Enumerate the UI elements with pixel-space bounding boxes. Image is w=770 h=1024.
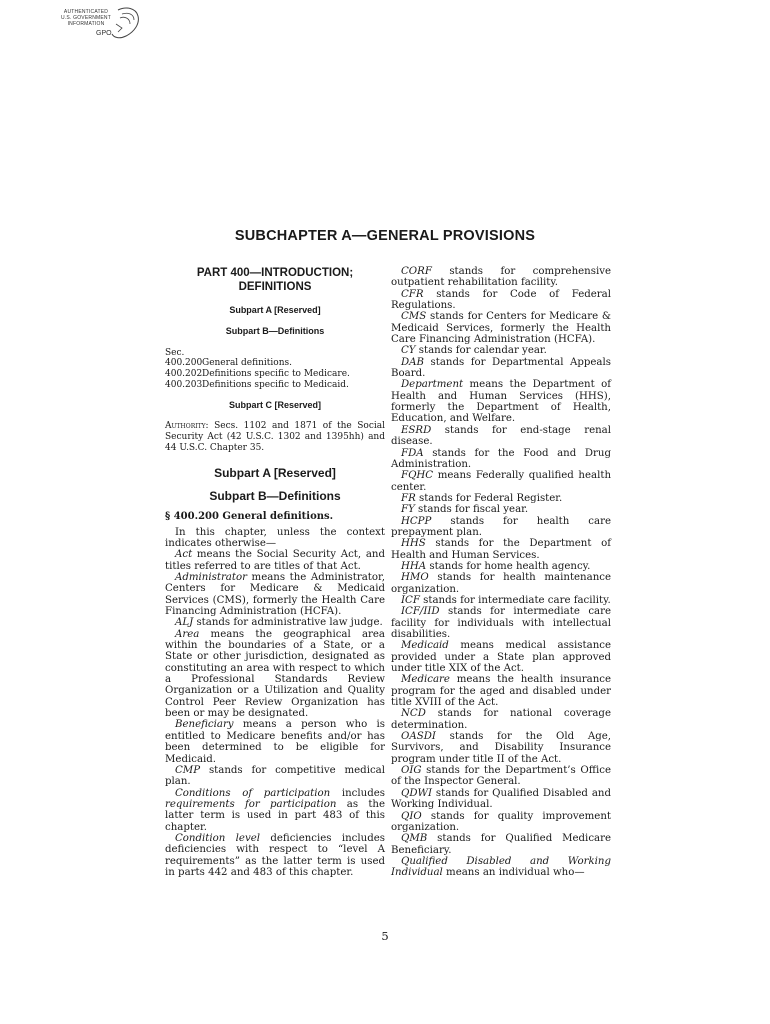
seal-line: AUTHENTICATED — [63, 9, 109, 15]
defined-term: ICF/IID — [401, 606, 440, 618]
definition-paragraph — [391, 357, 611, 380]
definition-text: includes — [330, 787, 385, 799]
toc-subpart-b: Subpart B—Definitions — [225, 326, 325, 337]
subpart-b-heading: Subpart B—Definitions — [209, 488, 341, 503]
defined-term: Beneficiary — [175, 719, 234, 731]
section-heading: § 400.200 General definitions. — [165, 511, 334, 523]
definition-paragraph — [391, 561, 611, 572]
defined-term: Administrator — [175, 572, 247, 584]
definition-paragraph — [165, 629, 385, 720]
toc-entry[interactable] — [165, 369, 385, 380]
toc-entry-number: 400.202 — [165, 369, 203, 380]
defined-term: Department — [401, 379, 464, 391]
definition-text: stands for the Old Age, Survivors, and Disability Insurance program under title II of the Act. — [391, 731, 611, 765]
definition-text: stands for national coverage determination. — [391, 708, 611, 731]
definition-text: stands for the Department of Health and Human Services. — [391, 538, 611, 561]
authority-note — [165, 421, 385, 453]
defined-term: ALJ — [175, 617, 194, 629]
definition-text: stands for health maintenance organization. — [391, 572, 611, 595]
page-number: 5 — [381, 929, 389, 943]
defined-term: HHA — [401, 560, 427, 572]
definition-paragraph — [391, 708, 611, 731]
definition-paragraph — [391, 311, 611, 345]
authenticated-gpo-seal — [56, 4, 146, 50]
definition-paragraph — [165, 765, 385, 788]
definition-text: means the geographical area within the boundaries of a State, or a State or other jurisdiction, designated as constituting an area with respect to which a Professional Standards Review Organization or a Utilization and Quality Control Peer Review Organization has been or may be designated. — [165, 628, 385, 720]
definition-text: stands for calendar year. — [415, 345, 547, 357]
definition-text: stands for end-stage renal disease. — [391, 424, 611, 448]
definition-text: means medical assistance provided under a State plan approved under title XIX of the Act. — [391, 640, 611, 675]
right-column — [391, 266, 611, 879]
defined-term: Conditions of participation — [175, 787, 331, 799]
part-title-line: PART 400—INTRODUCTION; — [196, 267, 354, 279]
toc-subpart-a: Subpart A [Reserved] — [229, 305, 321, 315]
section-intro: In this chapter, unless the context indicates otherwise— — [165, 526, 385, 549]
definition-text: means a person who is entitled to Medicare benefits and/or has been determined to be eligible for Medicaid. — [165, 719, 385, 765]
definition-paragraph — [391, 289, 611, 312]
definition-paragraph — [391, 788, 611, 811]
defined-term: ESRD — [401, 424, 432, 436]
definition-text: stands for Qualified Disabled and Working Individual. — [391, 787, 611, 811]
definition-text: deficiencies includes deficiencies with respect to “level A requirements” as the latter term is used in parts 442 and 483 of this chapter. — [165, 832, 385, 878]
definition-paragraph — [391, 516, 611, 539]
definition-text: means the Department of Health and Human Services (HHS), formerly the Department of Health, Education, and Welfare. — [391, 379, 611, 425]
seal-line: INFORMATION — [67, 21, 105, 27]
definition-paragraph — [391, 640, 611, 674]
defined-term: CY — [401, 345, 416, 357]
toc-entry-title: Definitions specific to Medicaid. — [202, 380, 349, 391]
definition-text: stands for Code of Federal Regulations. — [391, 288, 611, 312]
definition-paragraph — [165, 572, 385, 617]
defined-term: HCPP — [401, 515, 432, 527]
defined-term: FDA — [401, 447, 424, 459]
defined-term: NCD — [401, 708, 426, 720]
definition-paragraph — [391, 674, 611, 708]
definition-paragraph — [391, 379, 611, 424]
definition-paragraph — [391, 470, 611, 493]
subchapter-title: SUBCHAPTER A—GENERAL PROVISIONS — [234, 228, 536, 244]
toc-entry-number: 400.200 — [165, 358, 203, 369]
definition-paragraph — [165, 549, 385, 572]
defined-term: Act — [175, 549, 193, 561]
toc-subpart-c: Subpart C [Reserved] — [228, 399, 322, 410]
definition-text: stands for the Food and Drug Administration. — [391, 447, 611, 470]
defined-term: Medicaid — [401, 640, 449, 652]
definition-text: means the Administrator, Centers for Medicare & Medicaid Services (CMS), formerly the Health Care Financing Administration (HCFA). — [165, 572, 385, 618]
definition-paragraph — [391, 425, 611, 448]
definition-text: stands for fiscal year. — [414, 504, 529, 516]
definition-paragraph — [391, 833, 611, 856]
defined-term: requirements for participation — [165, 798, 337, 810]
seal-line: U.S. GOVERNMENT — [61, 15, 111, 21]
definition-text: stands for administrative law judge. — [193, 617, 383, 629]
definition-paragraph — [391, 493, 611, 504]
definition-paragraph — [165, 833, 385, 878]
defined-term: FY — [401, 504, 415, 516]
definition-paragraph — [391, 595, 611, 606]
defined-term: FR — [401, 492, 416, 504]
definition-text: stands for competitive medical plan. — [165, 764, 385, 788]
definition-text: means Federally qualified health center. — [391, 470, 611, 493]
definition-text: stands for health care prepayment plan. — [391, 515, 611, 538]
definition-paragraph — [391, 504, 611, 515]
authority-label: Authority: — [165, 421, 209, 432]
defined-term: DAB — [401, 356, 425, 368]
defined-term: QMB — [401, 833, 428, 845]
definition-text: stands for intermediate care facility for individuals with intellectual disabilities. — [391, 606, 611, 640]
definition-paragraph — [391, 606, 611, 640]
defined-term: FQHC — [401, 470, 434, 482]
defined-term: CMS — [401, 311, 427, 323]
defined-term: ICF — [401, 594, 420, 606]
definition-text: stands for Federal Register. — [415, 492, 563, 504]
definition-paragraph — [165, 719, 385, 764]
definition-text: stands for home health agency. — [426, 560, 591, 572]
defined-term: CFR — [401, 288, 424, 300]
definition-paragraph — [391, 538, 611, 561]
defined-term: Medicare — [401, 674, 450, 686]
toc-entry[interactable] — [165, 380, 385, 391]
definition-text: stands for comprehensive outpatient rehabilitation facility. — [391, 266, 611, 289]
toc-entry-title: General definitions. — [202, 358, 292, 369]
right-definitions — [391, 266, 611, 879]
definition-paragraph — [391, 731, 611, 765]
defined-term: Qualified Disabled and Working Individual — [391, 855, 611, 879]
definition-paragraph — [391, 345, 611, 356]
definition-text: stands for Centers for Medicare & Medicaid Services, formerly the Health Care Financing Administration (HCFA). — [391, 311, 611, 346]
defined-term: OASDI — [401, 731, 436, 743]
definition-text: stands for the Department’s Office of the Inspector General. — [391, 765, 611, 788]
definition-paragraph — [391, 448, 611, 471]
left-definitions — [165, 549, 385, 878]
defined-term: OIG — [401, 765, 422, 777]
defined-term: CMP — [175, 764, 201, 776]
definition-paragraph — [391, 765, 611, 788]
table-of-contents — [165, 348, 385, 391]
definition-text: stands for quality improvement organization. — [391, 810, 611, 833]
defined-term: Area — [175, 628, 200, 640]
left-column — [165, 266, 385, 878]
definition-text: means the health insurance program for the aged and disabled under title XVIII of the Act. — [391, 674, 611, 709]
toc-entry-number: 400.203 — [165, 380, 203, 391]
part-title — [165, 266, 385, 294]
part-title-line: DEFINITIONS — [238, 281, 312, 293]
defined-term: CORF — [401, 266, 432, 277]
definition-text: stands for Qualified Medicare Beneficiary. — [391, 833, 611, 856]
definition-text: as the latter term is used in part 483 of this chapter. — [165, 798, 386, 833]
gpo-mark: GPO — [96, 30, 112, 37]
defined-term: QIO — [401, 810, 422, 822]
authority-text: Secs. 1102 and 1871 of the Social Security Act (42 U.S.C. 1302 and 1395hh) and 44 U.S.C. Chapter 35. — [165, 421, 385, 453]
defined-term: HHS — [401, 538, 426, 550]
definition-paragraph — [165, 788, 385, 833]
definition-text: means the Social Security Act, and titles referred to are titles of that Act. — [165, 549, 385, 572]
toc-entry-title: Definitions specific to Medicare. — [202, 369, 350, 380]
definition-paragraph — [391, 572, 611, 595]
defined-term: HMO — [401, 572, 429, 584]
defined-term: QDWI — [401, 787, 433, 799]
definition-paragraph — [391, 266, 611, 289]
definition-paragraph — [165, 617, 385, 628]
toc-entry[interactable] — [165, 358, 385, 369]
definition-paragraph — [391, 811, 611, 834]
subpart-a-heading: Subpart A [Reserved] — [214, 465, 336, 480]
toc-sec-label: Sec. — [165, 347, 185, 358]
definition-paragraph — [391, 856, 611, 879]
defined-term: Condition level — [175, 832, 261, 844]
definition-text: stands for intermediate care facility. — [419, 594, 611, 606]
definition-text: stands for Departmental Appeals Board. — [391, 356, 611, 380]
definition-text: means an individual who— — [442, 867, 585, 879]
